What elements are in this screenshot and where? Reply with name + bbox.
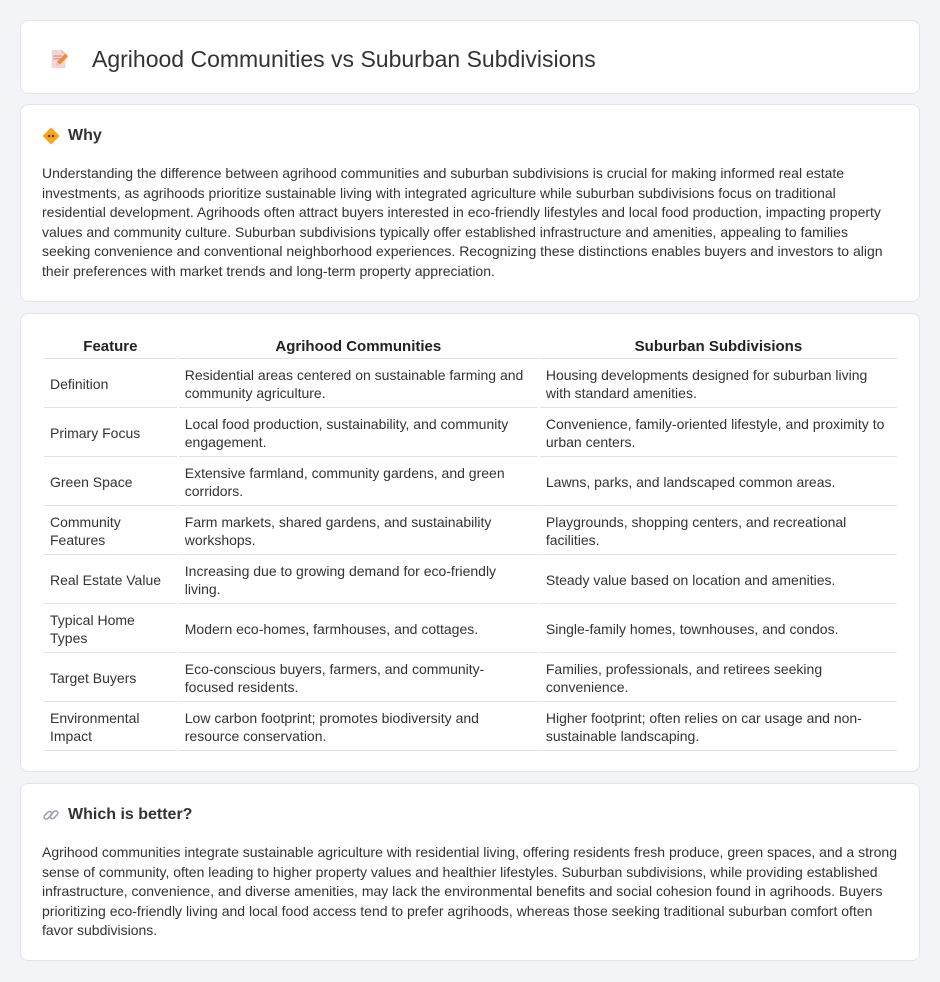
better-heading: Which is better? xyxy=(68,806,193,823)
table-row xyxy=(44,410,897,457)
agrihood-cell: Farm markets, shared gardens, and sustainability workshops. xyxy=(179,508,538,555)
feature-cell: Real Estate Value xyxy=(44,557,177,604)
table-row xyxy=(44,361,897,408)
agrihood-cell: Residential areas centered on sustainable farming and community agriculture. xyxy=(179,361,538,408)
why-heading: Why xyxy=(68,127,102,144)
agrihood-cell: Low carbon footprint; promotes biodiversity and resource conservation. xyxy=(179,704,538,751)
page-title: Agrihood Communities vs Suburban Subdivisions xyxy=(92,46,596,72)
suburban-cell: Housing developments designed for suburban living with standard amenities. xyxy=(540,361,897,408)
feature-cell: Typical Home Types xyxy=(44,606,177,653)
comparison-table xyxy=(42,334,899,753)
comparison-table-card xyxy=(20,313,920,772)
table-header-row xyxy=(44,336,897,359)
feature-cell: Target Buyers xyxy=(44,655,177,702)
feature-cell: Community Features xyxy=(44,508,177,555)
agrihood-cell: Local food production, sustainability, and community engagement. xyxy=(179,410,538,457)
suburban-cell: Steady value based on location and amenities. xyxy=(540,557,897,604)
feature-cell: Environmental Impact xyxy=(44,704,177,751)
table-row xyxy=(44,704,897,751)
suburban-cell: Families, professionals, and retirees seeking convenience. xyxy=(540,655,897,702)
feature-cell: Definition xyxy=(44,361,177,408)
document-edit-icon xyxy=(48,48,70,70)
agrihood-cell: Increasing due to growing demand for eco-friendly living. xyxy=(179,557,538,604)
diamond-warning-icon xyxy=(42,127,60,145)
feature-cell: Primary Focus xyxy=(44,410,177,457)
suburban-cell: Higher footprint; often relies on car usage and non-sustainable landscaping. xyxy=(540,704,897,751)
suburban-cell: Lawns, parks, and landscaped common areas. xyxy=(540,459,897,506)
table-row xyxy=(44,459,897,506)
header-suburban: Suburban Subdivisions xyxy=(540,336,897,359)
suburban-cell: Convenience, family-oriented lifestyle, and proximity to urban centers. xyxy=(540,410,897,457)
table-row xyxy=(44,655,897,702)
which-is-better-section xyxy=(20,783,920,961)
agrihood-cell: Eco-conscious buyers, farmers, and community-focused residents. xyxy=(179,655,538,702)
header-feature: Feature xyxy=(44,336,177,359)
agrihood-cell: Extensive farmland, community gardens, and green corridors. xyxy=(179,459,538,506)
table-row xyxy=(44,606,897,653)
table-row xyxy=(44,508,897,555)
suburban-cell: Single-family homes, townhouses, and condos. xyxy=(540,606,897,653)
better-text: Agrihood communities integrate sustainable agriculture with residential living, offering residents fresh produce, green spaces, and a strong sense of community, often leading to higher property values and healthier lifestyles. Suburban subdivisions, while providing established infrastructure, convenience, and diverse amenities, may lack the environmental benefits and social cohesion found in agrihoods. Buyers prioritizing eco-friendly living and local food access tend to prefer agrihoods, whereas those seeking traditional suburban comfort often favor subdivisions. xyxy=(42,844,897,938)
suburban-cell: Playgrounds, shopping centers, and recreational facilities. xyxy=(540,508,897,555)
why-text: Understanding the difference between agrihood communities and suburban subdivisions is crucial for making informed real estate investments, as agrihoods prioritize sustainable living with integrated agriculture while suburban subdivisions focus on traditional residential development. Agrihoods often attract buyers interested in eco-friendly lifestyles and local food production, impacting property values and community culture. Suburban subdivisions typically offer established infrastructure and amenities, appealing to families seeking convenience and conventional neighborhood experiences. Recognizing these distinctions enables buyers and investors to align their preferences with market trends and long-term property appreciation. xyxy=(42,165,883,279)
header-agrihood: Agrihood Communities xyxy=(179,336,538,359)
link-icon xyxy=(42,806,60,824)
feature-cell: Green Space xyxy=(44,459,177,506)
agrihood-cell: Modern eco-homes, farmhouses, and cottages. xyxy=(179,606,538,653)
header-card xyxy=(20,20,920,94)
why-section xyxy=(20,104,920,302)
table-row xyxy=(44,557,897,604)
